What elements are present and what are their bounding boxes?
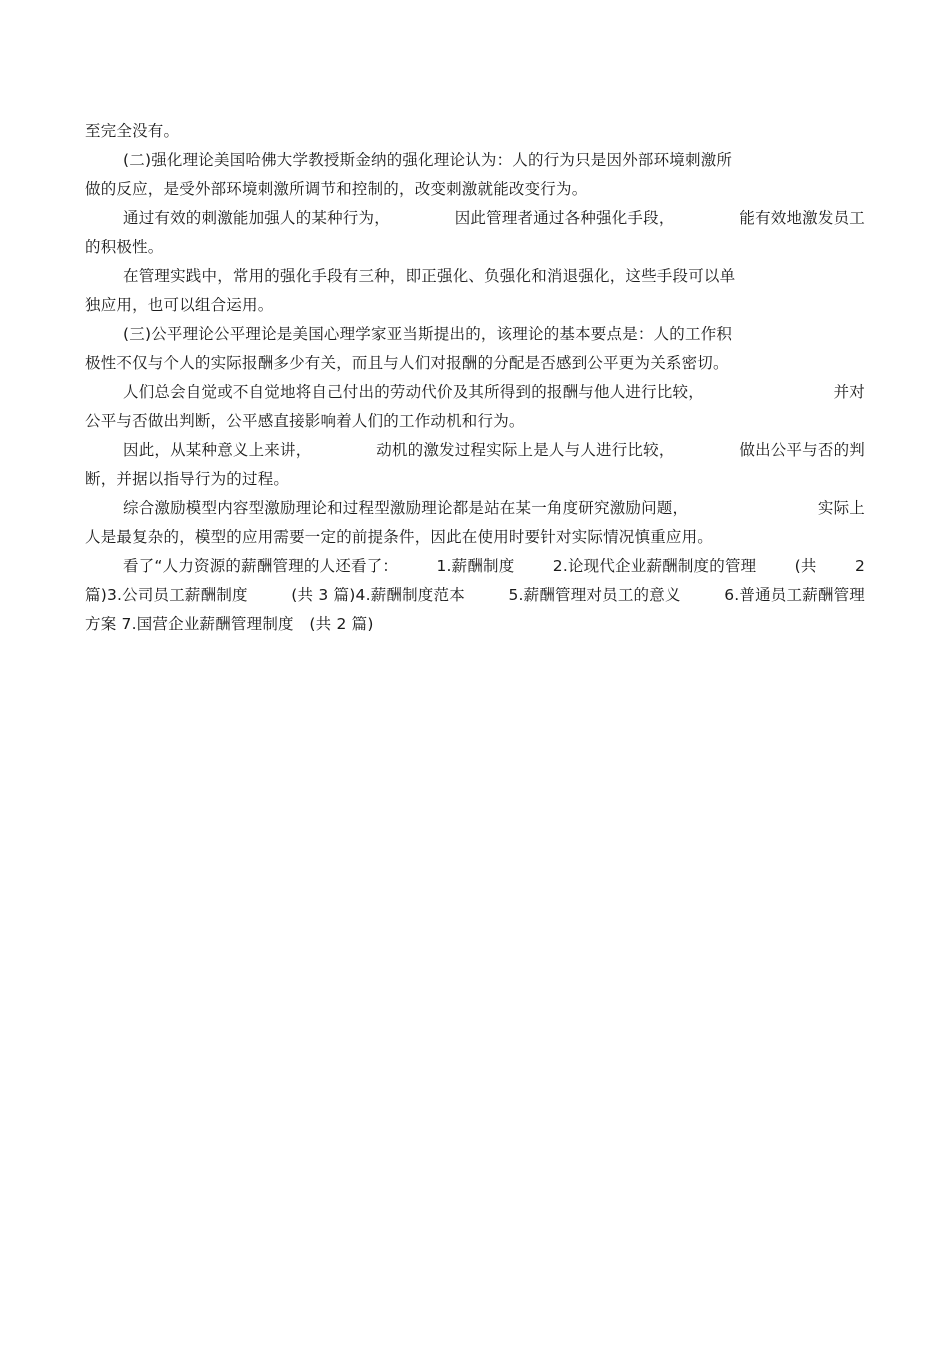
paragraph-motivation-line-2: 断，并据以指导行为的过程。 xyxy=(85,470,290,488)
paragraph-reinforcement-theory-line-2: 做的反应，是受外部环境刺激所调节和控制的，改变刺激就能改变行为。 xyxy=(85,180,588,198)
text-segment: 因此管理者通过各种强化手段， xyxy=(454,209,675,227)
related-reading-line-3: 方案 7.国营企业薪酬管理制度 (共 2 篇) xyxy=(85,615,374,633)
text-segment: 因此，从某种意义上来讲， xyxy=(123,441,312,459)
related-link-4[interactable]: (共 3 篇)4.薪酬制度范本 xyxy=(291,586,465,604)
paragraph-continuation-line: 至完全没有。 xyxy=(85,122,180,140)
related-link-6[interactable]: 6.普通员工薪酬管理 xyxy=(724,586,865,604)
text-segment: (共 xyxy=(794,557,817,575)
paragraph-stimulus-line-2: 的积极性。 xyxy=(85,238,164,256)
related-intro: 看了“人力资源的薪酬管理的人还看了： xyxy=(123,557,399,575)
paragraph-comparison-line-1 xyxy=(85,378,865,407)
text-segment: 并对 xyxy=(833,383,865,401)
text-segment: 动机的激发过程实际上是人与人进行比较， xyxy=(376,441,675,459)
paragraph-comparison-line-2: 公平与否做出判断，公平感直接影响着人们的工作动机和行为。 xyxy=(85,412,525,430)
text-segment: 人们总会自觉或不自觉地将自己付出的劳动代价及其所得到的报酬与他人进行比较， xyxy=(123,383,704,401)
paragraph-motivation-line-1 xyxy=(85,436,865,465)
related-reading-line-2 xyxy=(85,581,865,610)
paragraph-integrated-model-line-1 xyxy=(85,494,865,523)
related-link-2[interactable]: 2.论现代企业薪酬制度的管理 xyxy=(552,557,757,575)
paragraph-reinforcement-means-line-2: 独应用，也可以组合运用。 xyxy=(85,296,274,314)
related-link-3[interactable]: 篇)3.公司员工薪酬制度 xyxy=(85,586,248,604)
paragraph-stimulus-line-1 xyxy=(85,204,865,233)
related-link-5[interactable]: 5.薪酬管理对员工的意义 xyxy=(508,586,681,604)
text-segment: 做出公平与否的判 xyxy=(739,441,865,459)
paragraph-integrated-model-line-2: 人是最复杂的，模型的应用需要一定的前提条件，因此在使用时要针对实际情况慎重应用。 xyxy=(85,528,714,546)
text-segment: 能有效地激发员工 xyxy=(739,209,865,227)
text-segment: 通过有效的刺激能加强人的某种行为， xyxy=(123,209,390,227)
text-segment: 综合激励模型内容型激励理论和过程型激励理论都是站在某一角度研究激励问题， xyxy=(123,499,689,517)
document-body xyxy=(85,117,865,639)
text-segment: 实际上 xyxy=(817,499,865,517)
related-link-1[interactable]: 1.薪酬制度 xyxy=(436,557,515,575)
related-reading-line-1 xyxy=(85,552,865,581)
paragraph-equity-theory-line-1: (三)公平理论公平理论是美国心理学家亚当斯提出的，该理论的基本要点是：人的工作积 xyxy=(123,325,733,343)
paragraph-equity-theory-line-2: 极性不仅与个人的实际报酬多少有关，而且与人们对报酬的分配是否感到公平更为关系密切。 xyxy=(85,354,729,372)
text-segment: 2 xyxy=(854,557,865,575)
paragraph-reinforcement-means-line-1: 在管理实践中，常用的强化手段有三种，即正强化、负强化和消退强化，这些手段可以单 xyxy=(123,267,736,285)
paragraph-reinforcement-theory-line-1: (二)强化理论美国哈佛大学教授斯金纳的强化理论认为：人的行为只是因外部环境刺激所 xyxy=(123,151,733,169)
